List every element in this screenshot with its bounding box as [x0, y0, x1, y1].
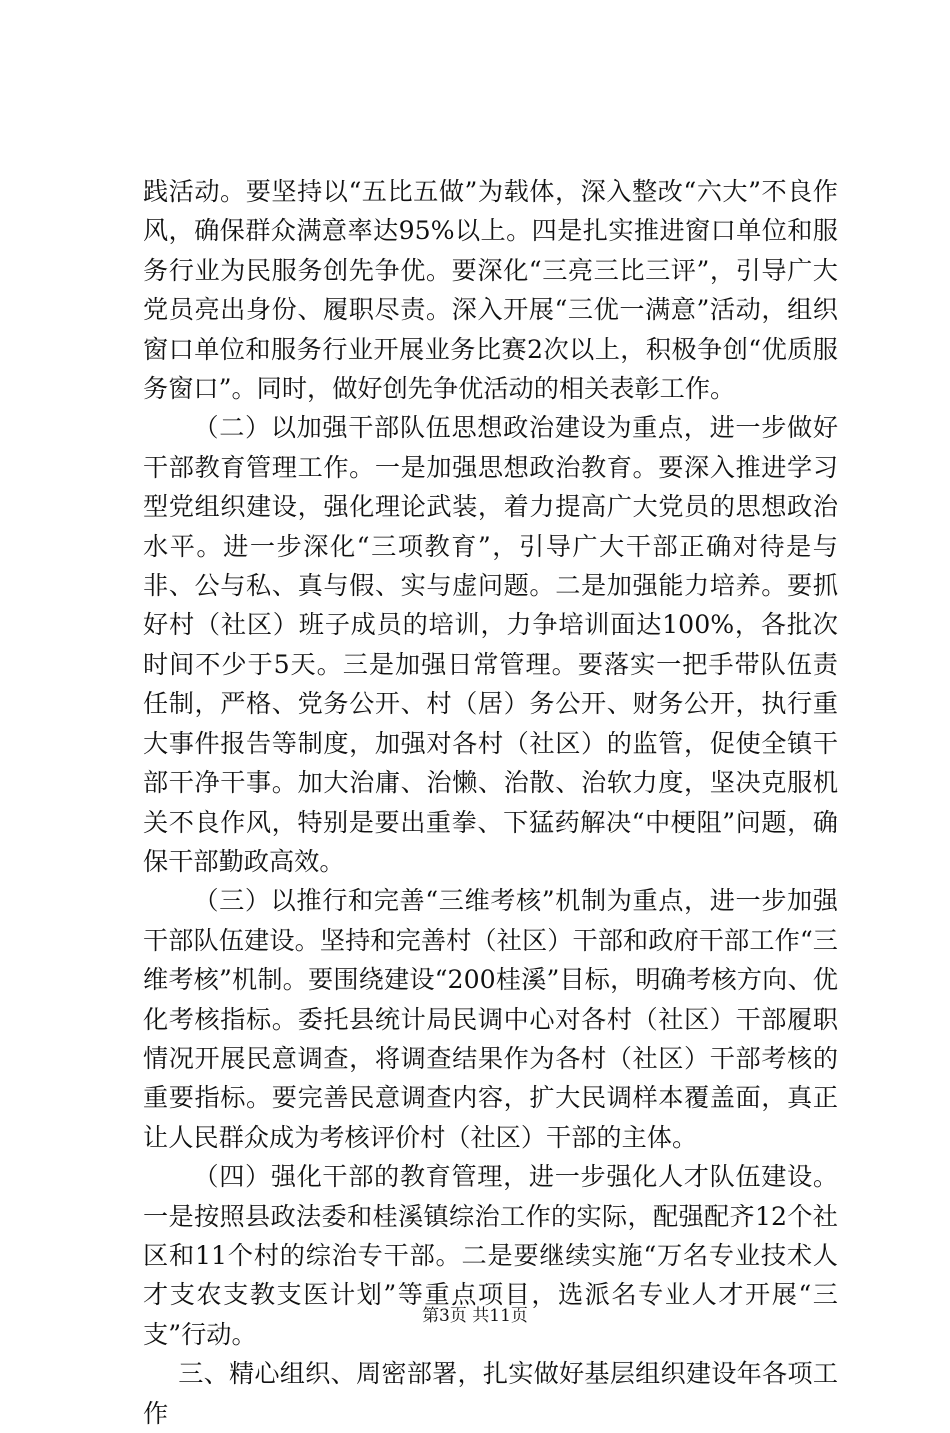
- paragraph-section-2: （二）以加强干部队伍思想政治建设为重点，进一步做好干部教育管理工作。一是加强思想政治教育。要深入推进学习型党组织建设，强化理论武装，着力提高广大党员的思想政治水平。进一步深化“三项教育”，引导广大干部正确对待是与非、公与私、真与假、实与虚问题。二是加强能力培养。要抓好村（社区）班子成员的培训，力争培训面达100%，各批次时间不少于5天。三是加强日常管理。要落实一把手带队伍责任制，严格、党务公开、村（居）务公开、财务公开，执行重大事件报告等制度，加强对各村（社区）的监管，促使全镇干部干净干事。加大治庸、治懒、治散、治软力度，坚决克服机关不良作风，特别是要出重拳、下猛药解决“中梗阻”问题，确保干部勤政高效。: [143, 413, 838, 876]
- section-heading: 三、精心组织、周密部署，扎实做好基层组织建设年各项工作: [143, 1359, 838, 1428]
- paragraph-continuation: 践活动。要坚持以“五比五做”为载体，深入整改“六大”不良作风，确保群众满意率达95%以上。四是扎实推进窗口单位和服务行业为民服务创先争优。要深化“三亮三比三评”，引导广大党员亮出身份、履职尽责。深入开展“三优一满意”活动，组织窗口单位和服务行业开展业务比赛2次以上，积极争创“优质服务窗口”。同时，做好创先争优活动的相关表彰工作。: [143, 177, 838, 404]
- document-body: [143, 172, 838, 1433]
- paragraph-section-3: （三）以推行和完善“三维考核”机制为重点，进一步加强干部队伍建设。坚持和完善村（社区）干部和政府干部工作“三维考核”机制。要围绕建设“200桂溪”目标，明确考核方向、优化考核指标。委托县统计局民调中心对各村（社区）干部履职情况开展民意调查，将调查结果作为各村（社区）干部考核的重要指标。要完善民意调查内容，扩大民调样本覆盖面，真正让人民群众成为考核评价村（社区）干部的主体。: [143, 886, 838, 1152]
- page-number-footer: 第3页 共11页: [422, 1306, 528, 1326]
- paragraph-section-4: （四）强化干部的教育管理，进一步强化人才队伍建设。一是按照县政法委和桂溪镇综治工作的实际，配强配齐12个社区和11个村的综治专干部。二是要继续实施“万名专业技术人才支农支教支医计划”等重点项目，选派名专业人才开展“三支”行动。: [143, 1162, 838, 1349]
